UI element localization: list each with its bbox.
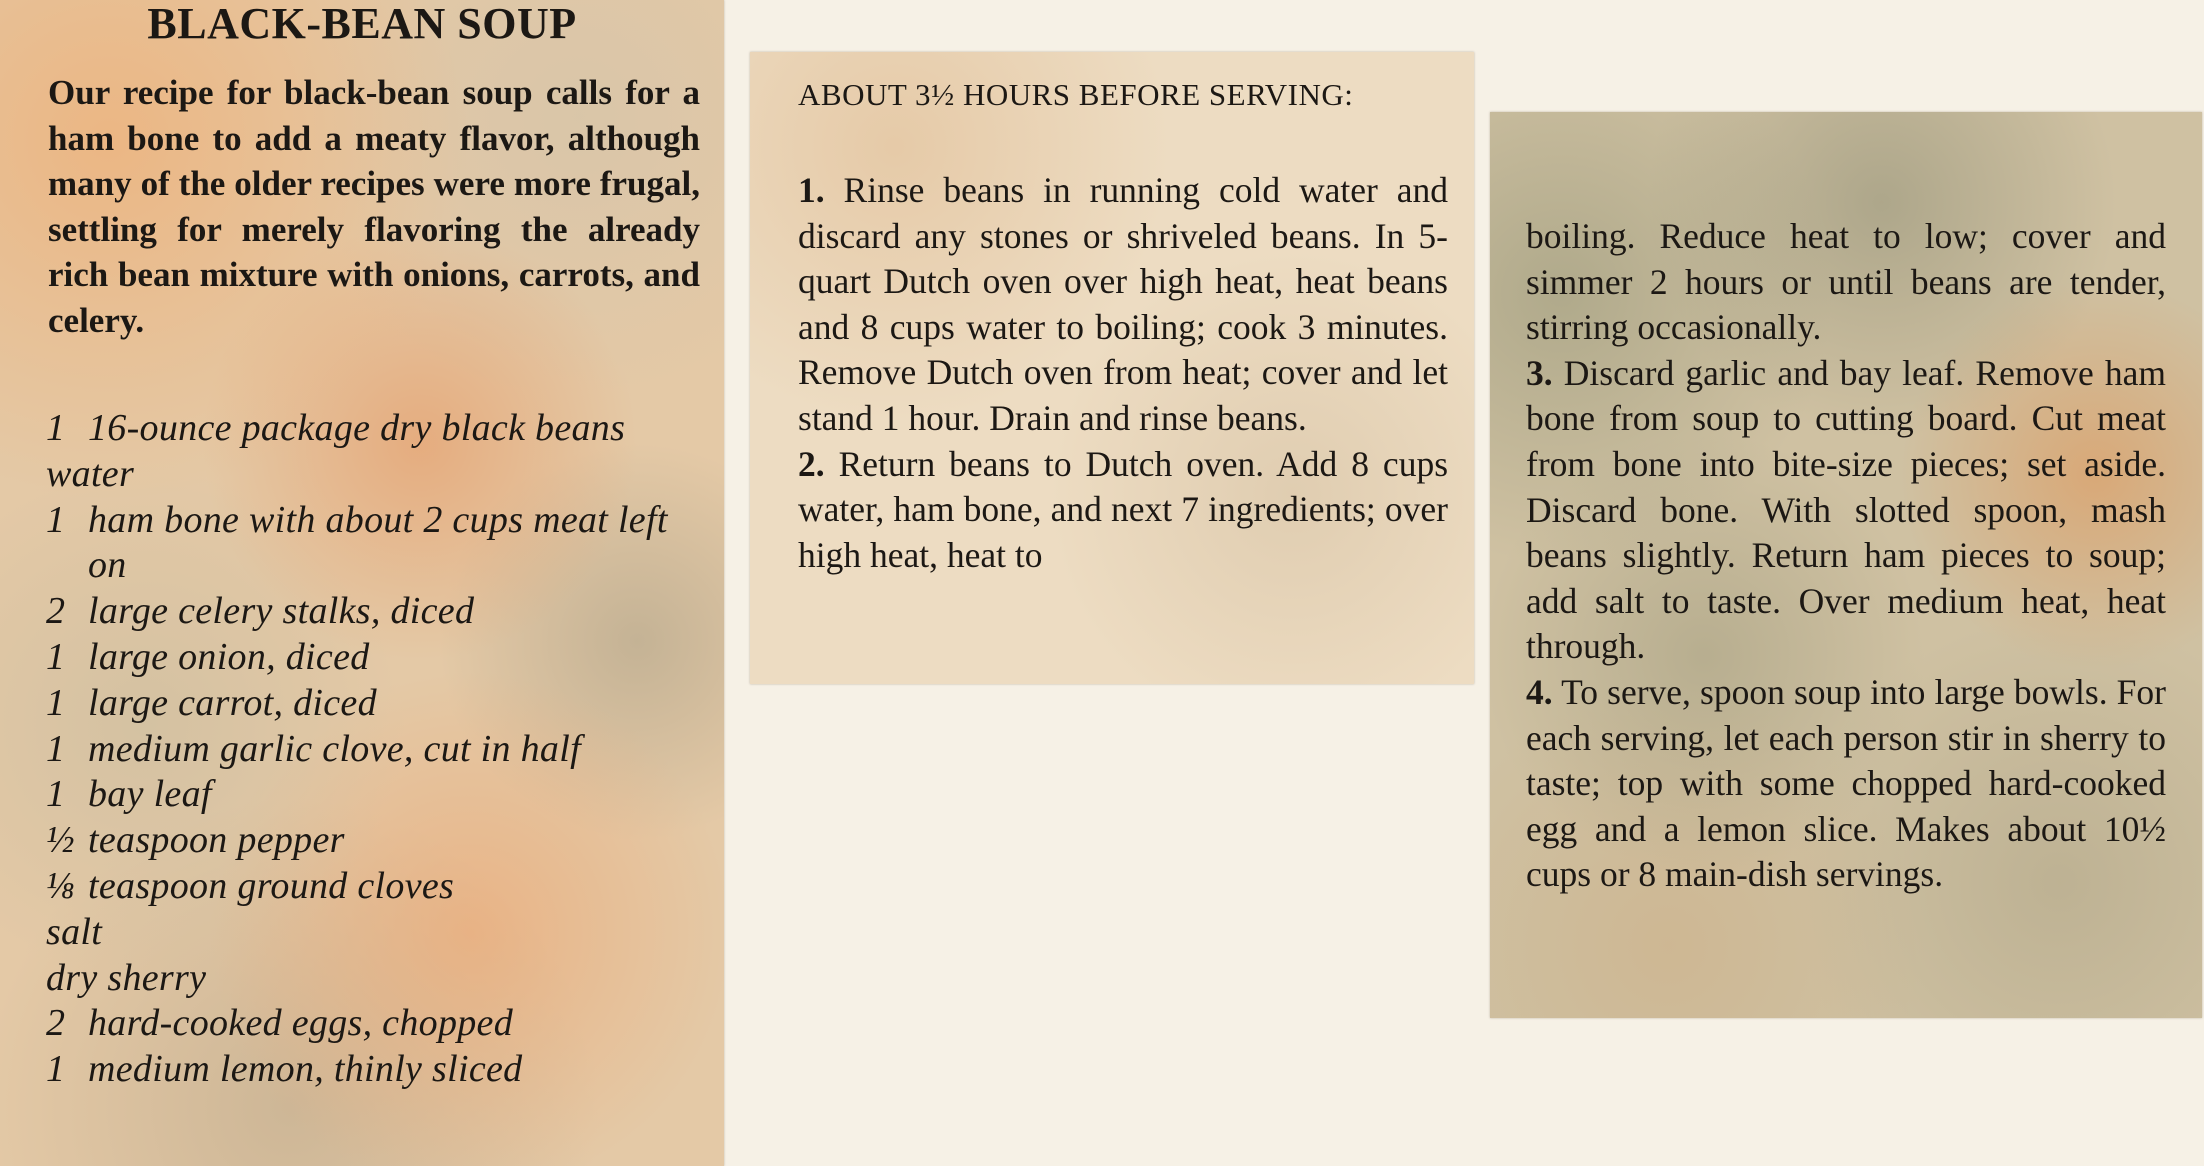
ingredient-quantity: 1 <box>46 407 66 449</box>
ingredient-list <box>46 406 706 1093</box>
ingredient-text: large celery stalks, diced <box>88 590 475 633</box>
ingredient-quantity: 2 <box>46 1002 66 1045</box>
step-text: Return beans to Dutch oven. Add 8 cups water, ham bone, and next 7 ingredients; over high heat, heat to <box>798 443 1449 575</box>
clipping-title-ingredients <box>0 0 724 1166</box>
ingredient-quantity: 1 <box>46 727 66 770</box>
ingredient-text: dry sherry <box>46 956 207 999</box>
ingredient-item <box>46 1047 706 1093</box>
directions-column-2 <box>1526 214 2166 898</box>
step-1 <box>798 168 1448 442</box>
ingredient-quantity: 1 <box>46 681 66 724</box>
ingredient-text: large carrot, diced <box>88 681 377 724</box>
ingredient-quantity: 1 <box>46 773 66 816</box>
ingredient-text: salt <box>46 910 103 953</box>
recipe-title: BLACK-BEAN SOUP <box>147 0 577 48</box>
step-text: Rinse beans in running cold water and discard any stones or shriveled beans. In 5-quart Dutch oven over high heat, heat beans and 8 cups water to boiling; cook 3 minutes. Remove Dutch oven from heat; cover and let stand 1 hour. Drain and rinse beans. <box>798 170 1449 438</box>
ingredient-text: medium garlic clove, cut in half <box>88 727 581 770</box>
clipping-directions-part1 <box>750 52 1474 684</box>
step-text: To serve, spoon soup into large bowls. For each serving, let each person stir in sherry to taste; top with some chopped hard-cooked egg and a lemon slice. Makes about 10½ cups or 8 main-dish servings. <box>1526 671 2166 895</box>
ingredient-item <box>46 1001 706 1047</box>
ingredient-item <box>46 681 706 727</box>
ingredient-text: water <box>46 452 135 495</box>
step-number: 3. <box>1526 352 1553 393</box>
ingredient-quantity: ½ <box>46 819 75 862</box>
ingredient-item <box>46 818 706 864</box>
ingredient-text: large onion, diced <box>88 635 370 678</box>
ingredient-item <box>46 956 706 1002</box>
ingredient-text: ham bone with about 2 cups meat left on <box>88 498 668 587</box>
ingredient-item <box>46 452 706 498</box>
ingredient-text: 16-ounce package dry black beans <box>88 407 626 449</box>
clipping-directions-part2 <box>1490 112 2202 1018</box>
ingredient-quantity: 2 <box>46 590 66 633</box>
ingredient-quantity: 1 <box>46 498 66 541</box>
step-2 <box>798 442 1448 579</box>
ingredient-text: hard-cooked eggs, chopped <box>88 1002 514 1045</box>
ingredient-quantity: 1 <box>46 635 66 678</box>
ingredient-text: teaspoon pepper <box>88 819 345 862</box>
ingredient-quantity: 1 <box>46 1048 66 1091</box>
recipe-intro: Our recipe for black-bean soup calls for a ham bone to add a meaty flavor, although many of the older recipes were more frugal, settling for merely flavoring the already rich bean mixture with onions, carrots, and celery. <box>48 73 700 340</box>
ingredient-item <box>46 498 706 590</box>
ingredient-item <box>46 635 706 681</box>
timing-heading: ABOUT 3½ HOURS BEFORE SERVING: <box>798 77 1354 112</box>
directions-column-1 <box>798 168 1448 578</box>
ingredient-text: bay leaf <box>88 773 212 816</box>
ingredient-text: teaspoon ground cloves <box>88 864 455 907</box>
ingredient-item <box>46 406 706 452</box>
ingredient-item <box>46 727 706 773</box>
ingredient-item <box>46 910 706 956</box>
step-number: 1. <box>798 170 825 210</box>
ingredient-quantity: ⅛ <box>46 864 75 907</box>
step-text: Discard garlic and bay leaf. Remove ham bone from soup to cutting board. Cut meat from bone into bite-size pieces; set aside. Discard bone. With slotted spoon, mash beans slightly. Return ham pieces to soup; add salt to taste. Over medium heat, heat through. <box>1526 352 2166 667</box>
step-3 <box>1526 351 2166 670</box>
ingredient-item <box>46 864 706 910</box>
step-number: 2. <box>798 443 825 484</box>
ingredient-item <box>46 772 706 818</box>
ingredient-text: medium lemon, thinly sliced <box>88 1048 523 1091</box>
step-4 <box>1526 670 2166 898</box>
step-2-continued: boiling. Reduce heat to low; cover and simmer 2 hours or until beans are tender, stirring occasionally. <box>1526 216 2166 348</box>
step-number: 4. <box>1526 671 1553 712</box>
ingredient-item <box>46 589 706 635</box>
